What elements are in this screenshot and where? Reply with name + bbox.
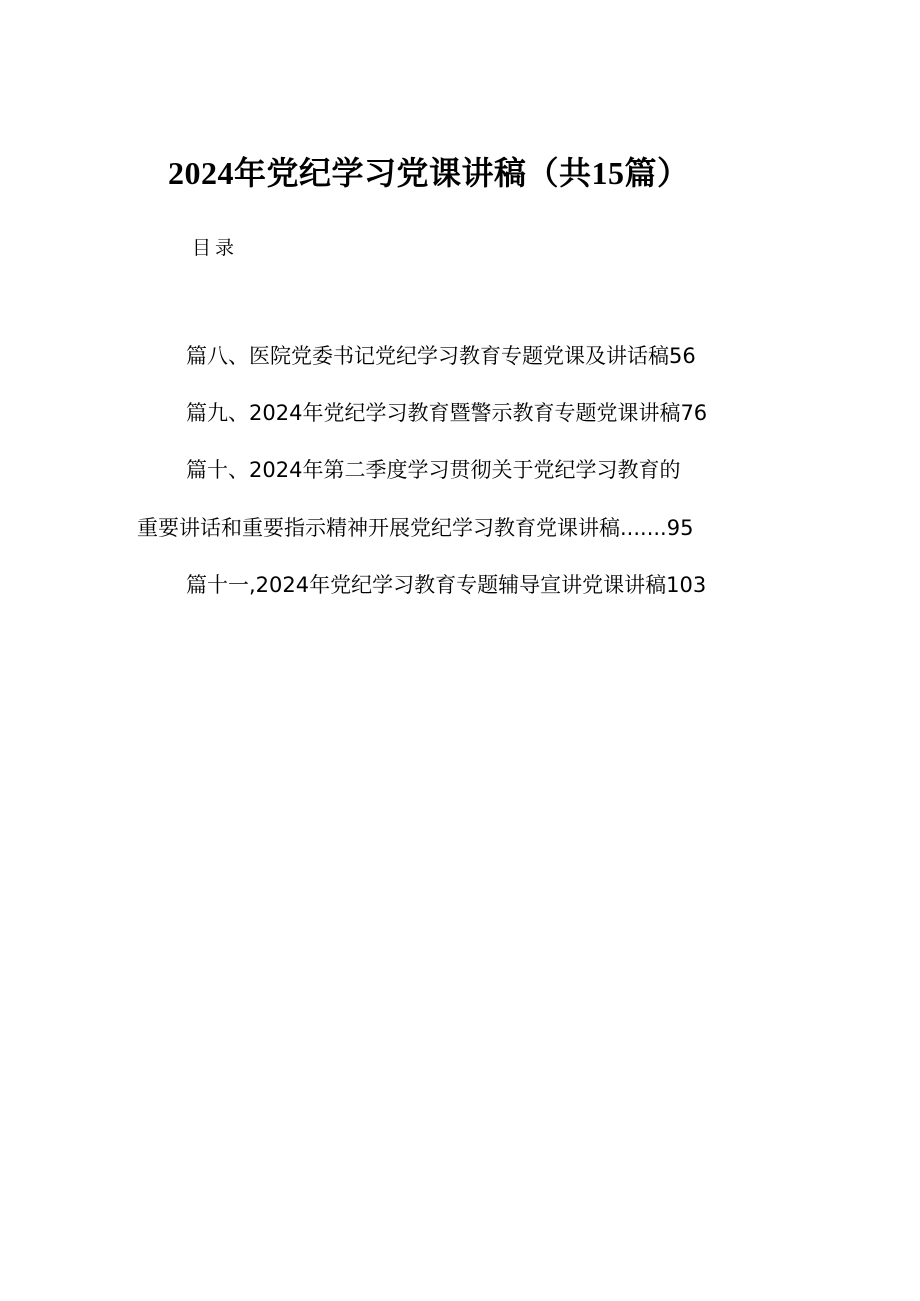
toc-heading: 目录 xyxy=(192,237,239,259)
document-title: 2024年党纪学习党课讲稿（共15篇） xyxy=(168,155,690,191)
toc-entry[interactable]: 篇八、医院党委书记党纪学习教育专题党课及讲话稿56 xyxy=(186,344,696,368)
toc-entry-continuation[interactable]: 重要讲话和重要指示精神开展党纪学习教育党课讲稿.......95 xyxy=(137,516,694,540)
toc-entry[interactable]: 篇十、2024年第二季度学习贯彻关于党纪学习教育的 xyxy=(186,458,681,482)
toc-entry[interactable]: 篇十一,2024年党纪学习教育专题辅导宣讲党课讲稿103 xyxy=(186,573,707,597)
toc-entry[interactable]: 篇九、2024年党纪学习教育暨警示教育专题党课讲稿76 xyxy=(186,401,708,425)
